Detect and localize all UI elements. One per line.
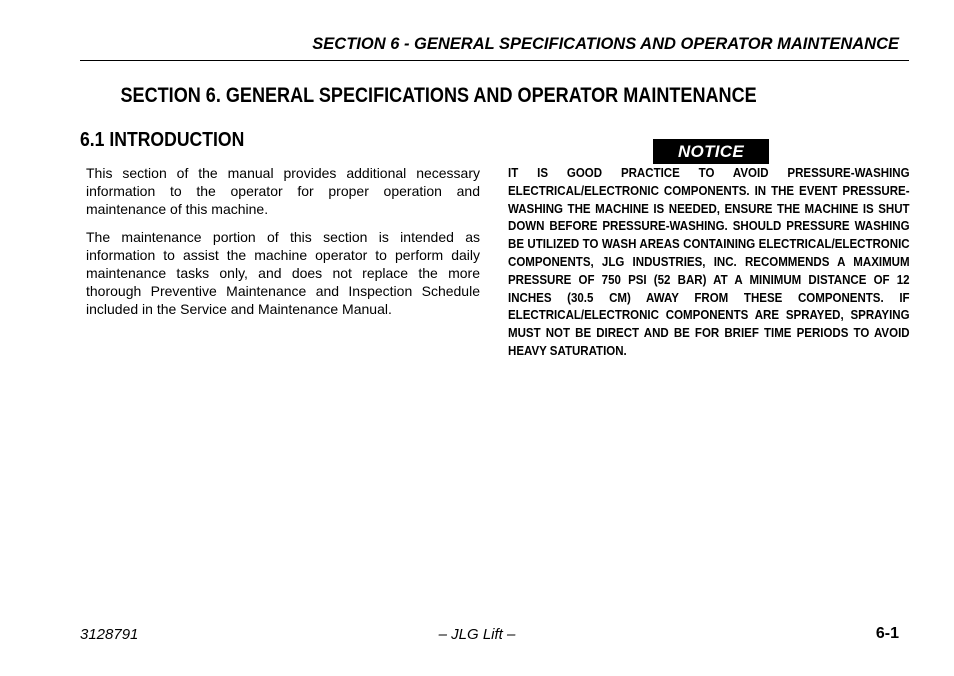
footer-document-number: 3128791 — [80, 626, 139, 643]
introduction-heading: 6.1 INTRODUCTION — [80, 129, 245, 151]
section-title: SECTION 6. GENERAL SPECIFICATIONS AND OPERATOR MAINTENANCE — [120, 84, 757, 107]
running-header: SECTION 6 - GENERAL SPECIFICATIONS AND OPERATOR MAINTENANCE — [312, 35, 899, 53]
introduction-column — [86, 164, 480, 328]
footer-center-text: – JLG Lift – — [438, 626, 516, 643]
notice-text: IT IS GOOD PRACTICE TO AVOID PRESSURE-WASHING ELECTRICAL/ELECTRONIC COMPONENTS. IN THE EVENT PRESSURE-WASHING THE MACHINE IS NEEDED, ENSURE THE MACHINE IS SHUT DOWN BEFORE PRESSURE-WASHING. SHOULD PRESSURE WASHING BE UTILIZED TO WASH AREAS CONTAINING ELECTRICAL/ELECTRONIC COMPONENTS, JLG INDUSTRIES, INC. RECOMMENDS A MAXIMUM PRESSURE OF 750 PSI (52 BAR) AT A MINIMUM DISTANCE OF 12 INCHES (30.5 CM) AWAY FROM THESE COMPONENTS. IF ELECTRICAL/ELECTRONIC COMPONENTS ARE SPRAYED, SPRAYING MUST NOT BE DIRECT AND BE FOR BRIEF TIME PERIODS TO AVOID HEAVY SATURATION. — [508, 165, 910, 358]
notice-banner: NOTICE — [653, 139, 769, 164]
introduction-paragraph: The maintenance portion of this section is intended as information to assist the machine operator to perform daily maintenance tasks only, and does not replace the more thorough Preventive Maintenance and Inspection Schedule included in the Service and Maintenance Manual. — [86, 229, 480, 317]
introduction-paragraph: This section of the manual provides additional necessary information to the operator for proper operation and maintenance of this machine. — [86, 165, 480, 217]
footer-page-number: 6-1 — [875, 625, 899, 642]
header-rule — [80, 60, 909, 61]
